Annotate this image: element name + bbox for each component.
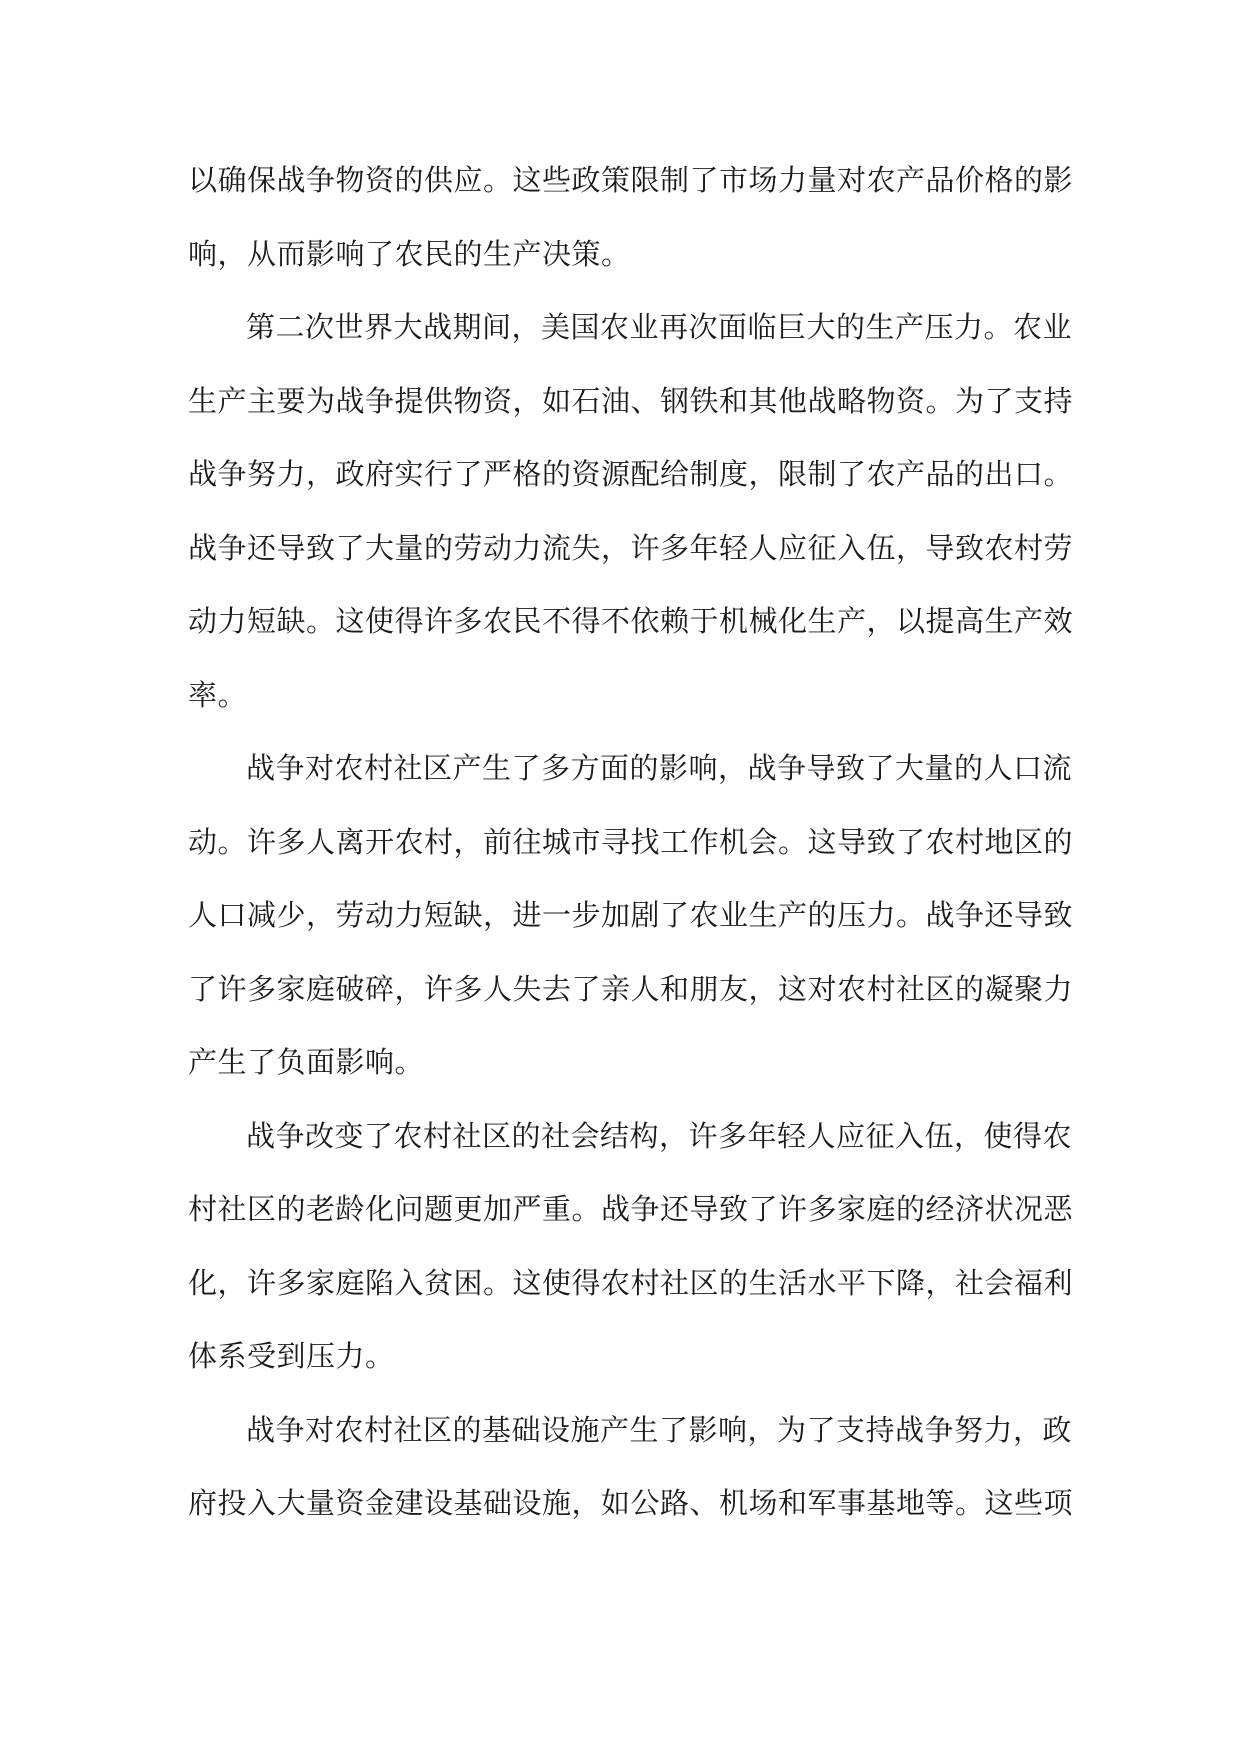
text-line: 府投入大量资金建设基础设施，如公路、机场和军事基地等。这些项 bbox=[188, 1486, 1074, 1520]
text-line: 战争还导致了大量的劳动力流失，许多年轻人应征入伍，导致农村劳 bbox=[188, 530, 1074, 565]
text-line: 动。许多人离开农村，前往城市寻找工作机会。这导致了农村地区的 bbox=[188, 824, 1074, 859]
text-line: 第二次世界大战期间，美国农业再次面临巨大的生产压力。农业 bbox=[246, 310, 1073, 344]
body-text bbox=[188, 144, 1074, 1541]
text-line: 响，从而影响了农民的生产决策。 bbox=[188, 236, 631, 271]
paragraph-3 bbox=[188, 732, 1074, 1100]
text-line: 以确保战争物资的供应。这些政策限制了市场力量对农产品价格的影 bbox=[188, 163, 1074, 197]
text-line: 战争努力，政府实行了严格的资源配给制度，限制了农产品的出口。 bbox=[188, 457, 1074, 491]
text-line: 率。 bbox=[188, 677, 248, 712]
text-line: 战争对农村社区的基础设施产生了影响，为了支持战争努力，政 bbox=[246, 1412, 1073, 1447]
text-line: 化，许多家庭陷入贫困。这使得农村社区的生活水平下降，社会福利 bbox=[188, 1265, 1074, 1300]
text-line: 动力短缺。这使得许多农民不得不依赖于机械化生产，以提高生产效 bbox=[188, 604, 1074, 638]
paragraph-2 bbox=[188, 291, 1074, 732]
text-line: 了许多家庭破碎，许多人失去了亲人和朋友，这对农村社区的凝聚力 bbox=[188, 971, 1074, 1006]
text-line: 生产主要为战争提供物资，如石油、钢铁和其他战略物资。为了支持 bbox=[188, 383, 1074, 418]
text-line: 战争对农村社区产生了多方面的影响，战争导致了大量的人口流 bbox=[246, 751, 1073, 785]
text-line: 人口减少，劳动力短缺，进一步加剧了农业生产的压力。战争还导致 bbox=[188, 898, 1074, 932]
paragraph-1 bbox=[188, 144, 1074, 291]
text-line: 战争改变了农村社区的社会结构，许多年轻人应征入伍，使得农 bbox=[246, 1118, 1073, 1153]
text-line: 产生了负面影响。 bbox=[188, 1045, 425, 1079]
paragraph-4 bbox=[188, 1100, 1074, 1394]
paragraph-5 bbox=[188, 1394, 1074, 1541]
text-line: 体系受到压力。 bbox=[188, 1339, 395, 1373]
text-line: 村社区的老龄化问题更加严重。战争还导致了许多家庭的经济状况恶 bbox=[188, 1192, 1074, 1226]
